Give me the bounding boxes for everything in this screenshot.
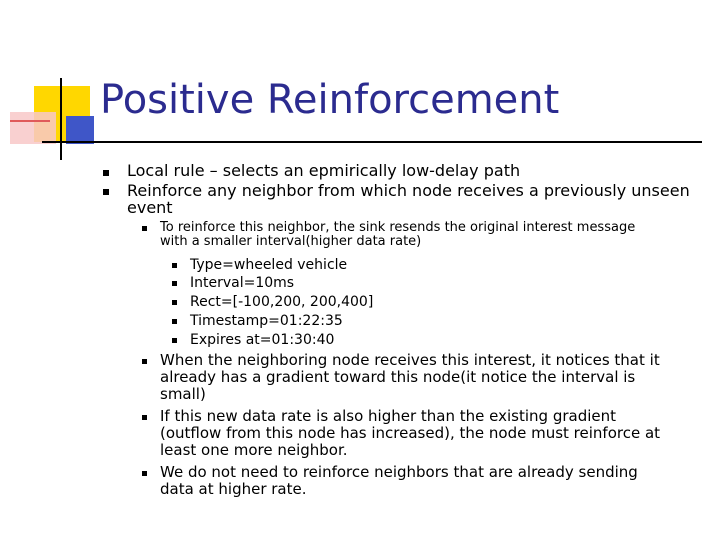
sub-sub-bullet-marker — [172, 281, 177, 286]
sub-bullet-marker — [142, 359, 147, 364]
sub-bullet-text: When the neighboring node receives this interest, it notices that it already has a gradient toward this node(it notice the interval is small) — [160, 351, 660, 403]
sub-bullet-text: We do not need to reinforce neighbors that are already sending data at higher rate. — [160, 463, 638, 498]
sub-sub-bullet-text: Expires at=01:30:40 — [190, 332, 335, 348]
sub-sub-bullet-marker — [172, 319, 177, 324]
sub-sub-bullet-marker — [172, 300, 177, 305]
sub-bullet-marker — [142, 415, 147, 420]
slide-title: Positive Reinforcement — [100, 77, 560, 123]
bullet-marker — [103, 189, 109, 195]
sub-sub-bullet-marker — [172, 338, 177, 343]
sub-bullet-text: To reinforce this neighbor, the sink resends the original interest message with a smaller interval(higher data rate) — [160, 220, 636, 249]
sub-sub-bullet-marker — [172, 263, 177, 268]
sub-sub-bullet-text: Timestamp=01:22:35 — [190, 313, 343, 329]
bullet-text: Local rule – selects an epmirically low-delay path — [127, 161, 521, 180]
bullet-text: Reinforce any neighbor from which node receives a previously unseen event — [127, 181, 690, 217]
sub-bullet-marker — [142, 226, 147, 231]
sub-sub-bullet-text: Rect=[-100,200, 200,400] — [190, 294, 374, 310]
bullet-marker — [103, 170, 109, 176]
sub-sub-bullet-text: Interval=10ms — [190, 275, 295, 291]
sub-bullet-text: If this new data rate is also higher than the existing gradient (outflow from this node has increased), the node must reinforce at least one more neighbor. — [160, 407, 661, 459]
sub-bullet-marker — [142, 471, 147, 476]
sub-sub-bullet-text: Type=wheeled vehicle — [190, 257, 348, 273]
